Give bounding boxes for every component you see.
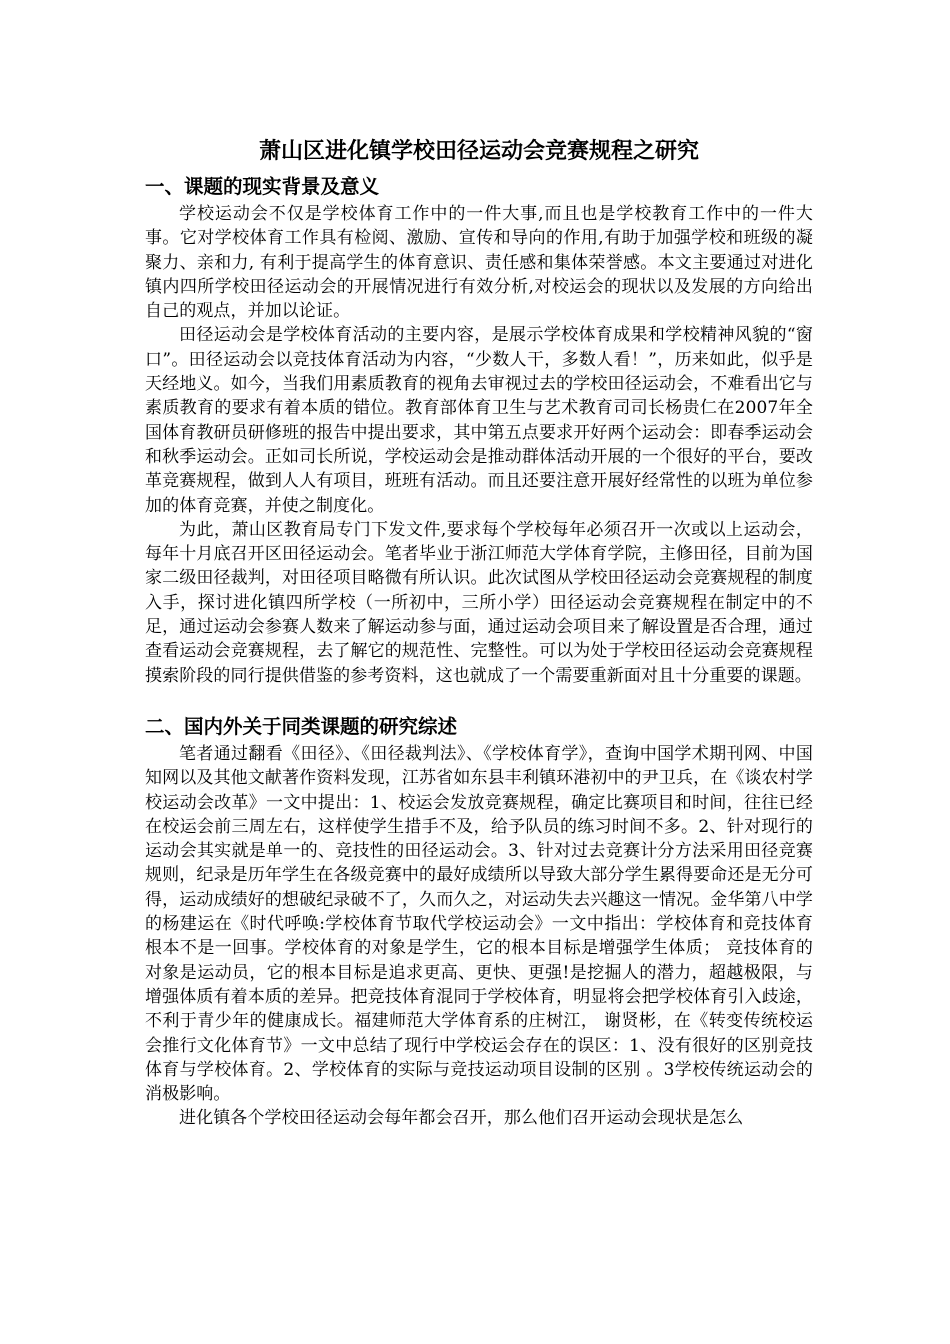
paragraph: 田径运动会是学校体育活动的主要内容，是展示学校体育成果和学校精神风貌的“窗口”。田径运动会以竞技体育活动为内容，“少数人干，多数人看！”，历来如此，似乎是天经地义。如今，当我们用素质教育的视角去审视过去的学校田径运动会，不难看出它与素质教育的要求有着本质的错位。教育部体育卫生与艺术教育司司长杨贵仁在2007年全国体育教研员研修班的报告中提出要求，其中第五点要求开好两个运动会：即春季运动会和秋季运动会。正如司长所说，学校运动会是推动群体活动开展的一个很好的平台，要改革竞赛规程，做到人人有项目，班班有活动。而且还要注意开展好经常性的以班为单位参加的体育竞赛，并使之制度化。 (145, 325, 813, 516)
document-title: 萧山区进化镇学校田径运动会竞赛规程之研究 (258, 139, 699, 164)
section-literature-review (145, 712, 813, 1131)
document-page (145, 132, 813, 1131)
paragraph: 笔者通过翻看《田径》、《田径裁判法》、《学校体育学》，查询中国学术期刊网、中国知网以及其他文献著作资料发现，江苏省如东县丰利镇环港初中的尹卫兵，在《谈农村学校运动会改革》一文中提出：1、校运会发放竞赛规程，确定比赛项目和时间，往往已经在校运会前三周左右，这样使学生措手不及，给予队员的练习时间不多。2、针对现行的运动会其实就是单一的、竞技性的田径运动会。3、针对过去竞赛计分方法采用田径竞赛规则，纪录是历年学生在各级竞赛中的最好成绩所以导致大部分学生累得要命还是无分可得，运动成绩好的想破纪录破不了，久而久之，对运动失去兴趣这一情况。金华第八中学的杨建运在《时代呼唤:学校体育节取代学校运动会》一文中指出：学校体育和竞技体育根本不是一回事。学校体育的对象是学生，它的根本目标是增强学生体质； 竞技体育的对象是运动员，它的根本目标是追求更高、更快、更强!是挖掘人的潜力，超越极限，与增强体质有着本质的差异。把竞技体育混同于学校体育，明显将会把学校体育引入歧途，不利于青少年的健康成长。福建师范大学体育系的庄树江， 谢贤彬，在《转变传统校运会推行文化体育节》一文中总结了现行中学校运会存在的误区：1、没有很好的区别竞技体育与学校体育。2、学校体育的实际与竞技运动项目设制的区别 。3学校传统运动会的消极影响。 (145, 743, 813, 1105)
section-heading: 二、国内外关于同类课题的研究综述 (145, 714, 458, 738)
paragraph: 为此，萧山区教育局专门下发文件,要求每个学校每年必须召开一次或以上运动会，每年十月底召开区田径运动会。笔者毕业于浙江师范大学体育学院，主修田径，目前为国家二级田径裁判，对田径项目略微有所认识。此次试图从学校田径运动会竞赛规程的制度入手，探讨进化镇四所学校（一所初中，三所小学）田径运动会竞赛规程在制定中的不足，通过运动会参赛人数来了解运动参与面，通过运动会项目来了解设置是否合理，通过查看运动会竞赛规程，去了解它的规范性、完整性。可以为处于学校田径运动会竞赛规程摸索阶段的同行提供借鉴的参考资料，这也就成了一个需要重新面对且十分重要的课题。 (145, 519, 813, 686)
section-background (145, 172, 813, 688)
section-heading: 一、课题的现实背景及意义 (145, 175, 380, 198)
paragraph: 学校运动会不仅是学校体育工作中的一件大事,而且也是学校教育工作中的一件大事。它对学校体育工作具有检阅、激励、宣传和导向的作用,有助于加强学校和班级的凝聚力、亲和力, 有利于提高学生的体育意识、责任感和集体荣誉感。本文主要通过对进化镇内四所学校田径运动会的开展情况进行有效分析,对校运会的现状以及发展的方向给出自己的观点，并加以论证。 (145, 204, 813, 322)
paragraph: 进化镇各个学校田径运动会每年都会召开，那么他们召开运动会现状是怎么 (179, 1108, 744, 1129)
